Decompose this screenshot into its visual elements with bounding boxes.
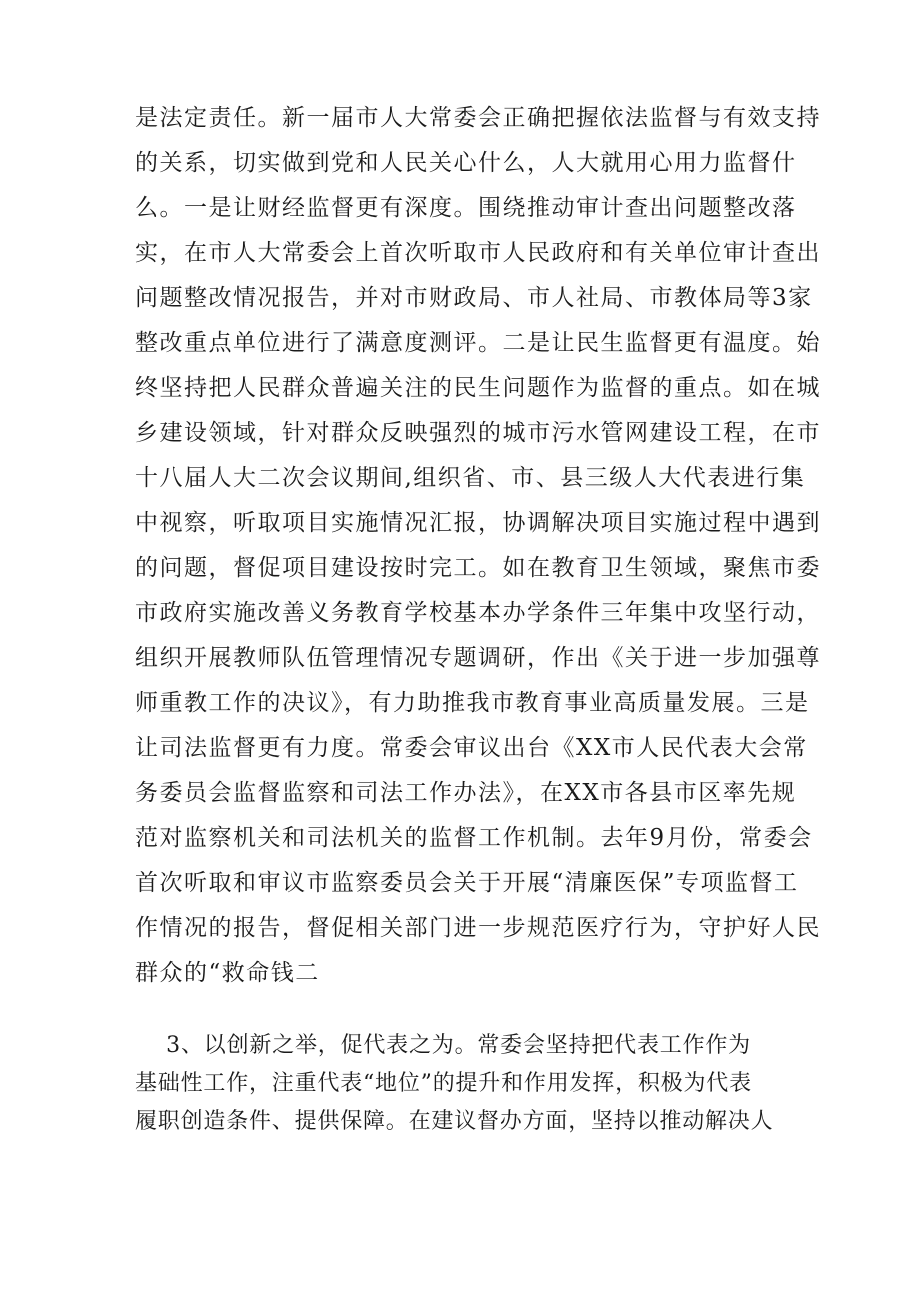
text-line: 乡建设领域，针对群众反映强烈的城市污水管网建设工程，在市 <box>135 420 821 446</box>
text-line: 作情况的报告，督促相关部门进一步规范医疗行为，守护好人民 <box>135 915 821 941</box>
text-line: 实，在市人大常委会上首次听取市人民政府和有关单位审计查出 <box>135 240 821 266</box>
text-line: 终坚持把人民群众普遍关注的民生问题作为监督的重点。如在城 <box>135 375 821 401</box>
text-line: 务委员会监督监察和司法工作办法》，在XX市各县市区率先规 <box>135 780 797 806</box>
text-line: 范对监察机关和司法机关的监督工作机制。去年9月份，常委会 <box>135 825 813 851</box>
text-line: 履职创造条件、提供保障。在建议督办方面，坚持以推动解决人 <box>135 1109 774 1134</box>
text-line: 基础性工作，注重代表“地位”的提升和作用发挥，积极为代表 <box>135 1071 752 1096</box>
text-line: 十八届人大二次会议期间,组织省、市、县三级人大代表进行集 <box>135 465 806 491</box>
text-line: 是法定责任。新一届市人大常委会正确把握依法监督与有效支持 <box>135 105 821 131</box>
text-line: 么。一是让财经监督更有深度。围绕推动审计查出问题整改落 <box>135 195 797 221</box>
text-line: 组织开展教师队伍管理情况专题调研，作出《关于进一步加强尊 <box>135 645 821 671</box>
text-line: 首次听取和审议市监察委员会关于开展“清廉医保”专项监督工 <box>135 870 799 896</box>
text-line: 市政府实施改善义务教育学校基本办学条件三年集中攻坚行动， <box>135 600 821 626</box>
text-line: 整改重点单位进行了满意度测评。二是让民生监督更有温度。始 <box>135 330 821 356</box>
text-line: 问题整改情况报告，并对市财政局、市人社局、市教体局等3家 <box>135 285 813 311</box>
text-line: 师重教工作的决议》，有力助推我市教育事业高质量发展。三是 <box>135 690 810 716</box>
text-line: 的问题，督促项目建设按时完工。如在教育卫生领域，聚焦市委 <box>135 555 821 581</box>
text-line: 3、以创新之举，促代表之为。常委会坚持把代表工作作为 <box>135 1033 751 1058</box>
text-line: 的关系，切实做到党和人民关心什么，人大就用心用力监督什 <box>135 150 797 176</box>
text-line: 群众的“救命钱二 <box>135 960 320 986</box>
text-line: 让司法监督更有力度。常委会审议出台《XX市人民代表大会常 <box>135 735 808 761</box>
text-line: 中视察，听取项目实施情况汇报，协调解决项目实施过程中遇到 <box>135 510 821 536</box>
